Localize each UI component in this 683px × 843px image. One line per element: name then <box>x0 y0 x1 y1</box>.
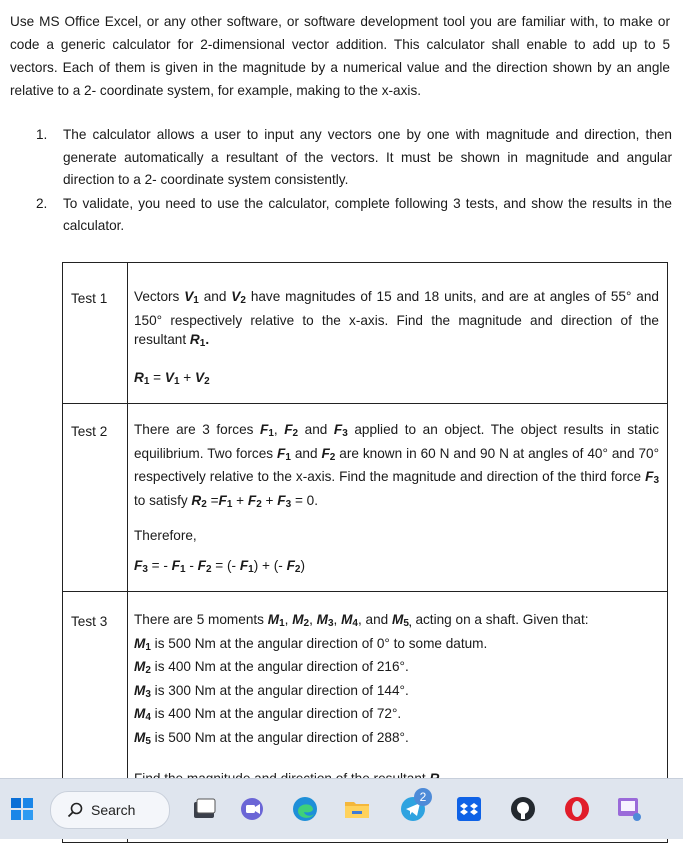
subscript: 2 <box>294 563 301 575</box>
operator: = <box>149 369 165 385</box>
symbol: M <box>316 612 328 627</box>
intro-paragraph: Use MS Office Excel, or any other software, or software development tool you are familiar with, to make or code a generic calculator for 2-dimensional vector addition. This calculator shall enable to add up to 5 vectors. Each of them is given in the magnitude by a numerical value and the direction shown by an angle relative to a 2- coordinate system, for example, making to the x-axis. <box>10 14 670 98</box>
symbol: V <box>231 289 241 304</box>
telegram-icon[interactable] <box>396 779 430 839</box>
symbol: F <box>197 557 206 573</box>
symbol: R <box>189 332 200 347</box>
symbol: F <box>134 557 143 573</box>
search-icon <box>67 802 83 818</box>
symbol: F <box>277 445 286 461</box>
table-row <box>63 404 668 592</box>
list-number: 2. <box>36 195 48 211</box>
moment-line-2 <box>134 657 659 681</box>
subscript: 3 <box>342 428 348 439</box>
subscript: 3 <box>285 498 292 510</box>
symbol: M <box>341 612 353 627</box>
symbol: M <box>134 729 146 745</box>
text-run: is 400 Nm at the angular direction of 216°. <box>154 659 409 674</box>
test-1-label: Test 1 <box>63 263 128 404</box>
symbol: V <box>164 369 174 385</box>
subscript: 2 <box>204 375 210 387</box>
test-1-body <box>128 263 668 404</box>
test-1-equation <box>134 368 659 392</box>
test-2-label: Test 2 <box>63 404 128 592</box>
test-2-therefore: Therefore, <box>134 528 197 543</box>
symbol: F <box>218 492 227 508</box>
symbol: F <box>239 557 249 573</box>
symbol: M <box>267 612 280 627</box>
subscript: 3 <box>145 688 151 700</box>
test-2-text: There are 3 forces $F_1$, $F_2$ and $F_3$ applied to an object. The object results in static equilibrium. Two forces $F_1$ and $F_2$ are known in 60 N and 90 N at angles of 40° and 70° respectively relative to the x-axis. Find the magnitude and direction of the third force $F_3$ to satisfy $R_2 =F_1 + F_2 + F_3 = 0$. <box>134 422 660 510</box>
text-run: and <box>203 289 227 304</box>
teams-chat-icon[interactable] <box>236 779 270 839</box>
opera-icon[interactable] <box>560 779 594 839</box>
symbol: M <box>134 706 146 721</box>
github-icon[interactable] <box>506 779 540 839</box>
subscript: 1 <box>285 451 291 463</box>
text-run: applied to an object. The object results in static equilibrium. Two forces <box>134 422 659 461</box>
symbol: F <box>247 492 257 508</box>
text-run: is 400 Nm at the angular direction of 72°. <box>154 706 402 721</box>
symbol: M <box>134 682 146 698</box>
subscript: 4 <box>352 618 358 629</box>
subscript: 2 <box>145 665 151 676</box>
dropbox-icon[interactable] <box>452 779 486 839</box>
subscript: 2 <box>205 563 212 575</box>
symbol: F <box>333 422 343 437</box>
text-run: have magnitudes of 15 and 18 units, and are at angles of 55° and 150° respectively relative to the x-axis. Find the magnitude and direction of the resultant <box>134 289 659 347</box>
subscript: 1 <box>179 563 186 575</box>
notification-badge: 2 <box>414 788 432 806</box>
subscript: 1 <box>173 375 180 387</box>
test-1-text <box>134 287 659 354</box>
edge-icon[interactable] <box>288 779 322 839</box>
symbol: F <box>645 469 654 484</box>
symbol: F <box>277 492 286 508</box>
symbol: M <box>134 659 146 674</box>
subscript: 2 <box>201 498 207 510</box>
subscript: 1 <box>248 563 254 575</box>
text-run: = 0. <box>294 492 318 508</box>
tests-table <box>62 262 668 843</box>
symbol: M <box>392 612 404 627</box>
subscript: 1 <box>199 338 206 349</box>
test-3-label: Test 3 <box>63 592 128 843</box>
symbol: R <box>134 369 144 385</box>
subscript: 1 <box>268 428 274 439</box>
app-icon[interactable] <box>612 779 646 839</box>
subscript: 2 <box>240 295 246 306</box>
list-item <box>36 124 672 192</box>
subscript: 1 <box>279 618 285 629</box>
symbol: F <box>321 445 330 461</box>
subscript: 2 <box>329 451 336 463</box>
text-run: are known in 60 N and 90 N at angles of 40° and 70° respectively relative to the x-axis. Find the magnitude and direction of the third force <box>134 445 660 484</box>
text-run: is 500 Nm at the angular direction of 0° to some datum. <box>154 635 488 651</box>
requirements-list <box>36 124 672 239</box>
list-item <box>36 193 672 238</box>
moment-line-4 <box>134 704 659 728</box>
symbol: F <box>260 422 269 437</box>
widgets-icon[interactable] <box>188 779 222 839</box>
subscript: 1 <box>193 295 199 306</box>
symbol: M <box>134 635 146 651</box>
subscript: 3 <box>653 475 660 486</box>
text-run: . <box>205 332 210 347</box>
symbol: F <box>284 422 293 437</box>
text-run: Vectors <box>134 289 180 304</box>
text-run: is 500 Nm at the angular direction of 288°. <box>154 729 409 745</box>
list-text: The calculator allows a user to input any vectors one by one with magnitude and direction, then generate automatically a resultant of the vectors. It must be shown in magnitude and angular direction to a 2- coordinate system consistently. <box>63 127 672 187</box>
symbol: F <box>286 557 295 573</box>
moment-line-5 <box>134 728 659 752</box>
subscript: 1 <box>145 641 151 653</box>
subscript: 3 <box>142 563 148 575</box>
search-label: Search <box>91 802 136 818</box>
file-explorer-icon[interactable] <box>340 779 374 839</box>
symbol: F <box>171 557 180 573</box>
list-number: 1. <box>36 127 48 142</box>
subscript: 4 <box>145 712 151 723</box>
text-run: to satisfy <box>134 492 188 508</box>
subscript: 1 <box>226 498 233 510</box>
taskbar-search-button[interactable] <box>50 791 170 829</box>
test-2-body <box>128 404 668 592</box>
text-run: acting on a shaft. Given that: <box>415 612 589 627</box>
subscript: 2 <box>256 498 262 510</box>
symbol: R <box>191 492 202 508</box>
test-3-intro: There are 5 moments $M_1$, $M_2$, $M_3$, $M_4$, and $M_{5,}$ acting on a shaft. Given that: <box>134 612 589 629</box>
text-run: is 300 Nm at the angular direction of 144°. <box>154 682 409 698</box>
subscript: 5 <box>145 735 151 747</box>
symbol: V <box>184 289 194 304</box>
moment-line-1 <box>134 634 659 658</box>
text-run: There are 3 forces <box>134 422 254 437</box>
symbol: V <box>195 369 205 385</box>
list-text: To validate, you need to use the calculator, complete following 3 tests, and show the results in the calculator. <box>63 195 672 233</box>
subscript: 2 <box>292 428 299 439</box>
symbol: M <box>292 612 304 627</box>
moment-line-3 <box>134 681 659 705</box>
windows-start-icon[interactable] <box>6 779 38 839</box>
test-2-equation: $F_3$ = - $F_1 - F_2$ = (- $F_1$) + (- $F_2$) <box>134 557 305 575</box>
operator: + <box>179 369 196 385</box>
subscript: 5, <box>403 618 412 629</box>
taskbar <box>0 778 683 839</box>
table-row <box>63 263 668 404</box>
subscript: 2 <box>303 618 310 629</box>
text-run: There are 5 moments <box>134 612 264 627</box>
subscript: 1 <box>143 375 150 387</box>
subscript: 3 <box>327 618 334 629</box>
